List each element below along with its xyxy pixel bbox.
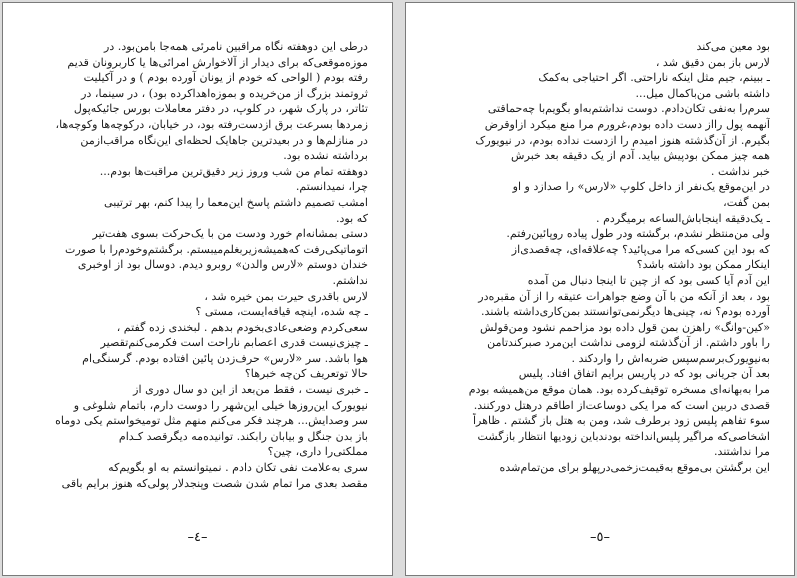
text-line: همه چیز ممکن بودپیش بیاید. آدم از یک دقیقه بعد خبرش <box>511 149 770 163</box>
text-line: تئاتر، در پارک شهر، در کلوپ، در دفتر معاملات بورس جائیکه‌پول <box>73 102 368 116</box>
text-line: که بود. <box>335 211 368 225</box>
text-line: لارس باز بمن دقیق شد ، <box>655 55 770 69</box>
text-line: برداشته نشده بود. <box>283 149 368 163</box>
text-line: در منازلم‌ها و در بعیدترین جاهایک لحظه‌ای این‌نگاه مراقب‌ازمن <box>80 133 368 147</box>
text-line: نداشتم. <box>332 273 368 287</box>
text-line: سوء تفاهم پلیس زود برطرف شد، ومن به هتل باز گشتم . ظاهراً <box>472 414 770 428</box>
text-line: بمن گفت، <box>723 195 770 209</box>
text-line: که بود این کسی‌که مرا می‌پائید؟ چه‌علاقه‌ای، چه‌قصدی‌از <box>511 242 770 256</box>
text-line: چرا، نمیدانستم. <box>295 180 368 194</box>
text-line: باز بدن جنگل و بیابان رابکند. توانیده‌مه دیگرقصد کـدام <box>118 429 368 443</box>
text-line: قصدی دربین است که مرا یکی دوساعت‌از اطاقم درهتل دور‌کنند. <box>473 398 770 412</box>
text-line: ـ چیزی‌نیست قدری اعصابم ناراحت است فکرمی‌کنم‌تقصیر <box>100 336 368 350</box>
text-line: سری به‌علامت نفی تکان دادم . نمیتوانستم به او بگویم‌که <box>108 461 368 475</box>
text-line: آنهمه پول رااز دست داده بودم،غرورم مرا منع میکرد ازاوقرض <box>484 117 770 131</box>
text-line: موزه‌موقعی‌که برای دیدار از آلاخوارش امرائی‌ها یا کاربرونان قدیم <box>67 55 368 69</box>
text-line: سر وصدایش... هرچند فکر می‌کنم منهم مثل تو‌میخواستم یکی دوماه <box>55 414 368 428</box>
text-line: ولی من‌منتظر نشدم، برگشته ودر طول پیاده روپائین‌رفتم. <box>506 227 770 241</box>
text-line: بعد آن جریانی بود که در پاریس برایم اتفاق افتاد. پلیس <box>518 367 770 381</box>
text-line: خندان دوستم «لارس والدن» روبرو دیدم. دوسال بود از اوخبری <box>77 258 368 272</box>
text-line: مرا نداشتند. <box>713 445 770 459</box>
text-line: در این‌موقع یک‌نفر از داخل کلوپ «لارس» را صدازد و او <box>512 180 770 194</box>
right-page <box>405 2 795 576</box>
text-line: به‌نیویورک‌برسم‌سپس ضربه‌اش را واردکند . <box>571 351 770 365</box>
text-line: هوا باشد. سر «لارس» حرف‌زدن پائین افتاده بودم. گرسنگی‌ام <box>82 351 368 365</box>
text-line: امشب تصمیم داشتم پاسخ این‌معما را پیدا کنم، بهر ترتیبی <box>103 195 368 209</box>
text-line: زمردها بسرعت برق ازدست‌رفته بود، در خیابان، درکوچه‌ها وکوچه‌ها، <box>55 117 368 131</box>
text-line: این برگشتن بی‌موقع به‌قیمت‌زخمی‌درپهلو برای من‌تمام‌شده <box>499 461 770 475</box>
text-line: مقصد بعدی مرا تمام شدن شصت وپنجدلار پولی‌که هنوز برایم باقی <box>61 476 368 490</box>
text-line: ثروتمند بزرگ از من‌خریده و بموزه‌اهداکرده بود) ، در سینما، در <box>81 86 368 100</box>
text-line: ـ چه شده، اینچه قیافه‌ایست، مستی ؟ <box>195 305 368 319</box>
right-page-number: –٥– <box>590 530 610 545</box>
text-line: اتوماتیکی‌رفت که‌همیشه‌زیربغلم‌میبستم. برگشتم‌وخودم‌را با صورت <box>65 242 368 256</box>
right-page-text <box>432 39 770 476</box>
text-line: دوهفته تمام من شب وروز زیر دقیق‌ترین مراقبت‌ها بودم... <box>99 164 368 178</box>
text-line: آورده بودم؟ نه، چینی‌ها دیگرنمی‌توانستند بمن‌کاری‌داشته باشند. <box>480 305 770 319</box>
left-page-number: –٤– <box>187 530 208 545</box>
text-line: مملکتی‌را داری، چین؟ <box>267 445 368 459</box>
text-line: «کین-وانگ» راهزن بمن قول داده بود مزاحمم نشود ومن‌قولش <box>480 320 770 334</box>
text-line: بگیرم. از آن‌گذشته هنوز امیدم را ازدست نداده بودم، در نیویورک <box>475 133 770 147</box>
text-line: رفته بودم ( الواحی که خودم از یونان آورده بودم ) و در آکیلیت <box>83 71 368 85</box>
text-line: درطی این دوهفته نگاه مراقبین نامرئی همه‌جا بامن‌بود. در <box>103 40 368 53</box>
text-line: ـ خبری نیست ، فقط من‌بعد از این دو سال دوری از <box>133 383 368 397</box>
text-line: اینکار ممکن بود داشته باشد؟ <box>636 258 770 272</box>
text-line: بود ، بعد از آنکه من با آن وضع جواهرات عتیقه را از آن مقبره‌در <box>478 289 770 303</box>
text-line: اشخاصی‌که مراگیر پلیس‌انداخته بودند‌باین زودیها انتظار بازگشت <box>477 429 770 443</box>
text-line: خبر نداشت . <box>710 164 770 178</box>
text-line: لارس باقدری حیرت بمن خیره شد ، <box>204 289 368 303</box>
left-page <box>2 2 393 576</box>
text-line: این آدم آیا کسی بود که از چین تا اینجا دنبال من آمده <box>527 273 770 287</box>
text-line: ـ ببینم، جیم مثل اینکه ناراحتی. اگر احتیاجی به‌کمک <box>538 71 770 85</box>
text-line: سعی‌کردم وضعی‌عادی‌بخودم بدهم . لبخندی زده گفتم ، <box>116 320 368 334</box>
text-line: را باور داشتم. از آن‌گذشته لزومی نداشت این‌مرد صبرکند‌تامن <box>487 336 770 350</box>
text-line: مرا به‌بهانه‌ای مسخره توقیف‌کرده بود. همان موقع من‌همیشه بودم <box>468 383 770 397</box>
left-page-text <box>29 39 368 491</box>
text-line: سرم‌را به‌نفی تکان‌دادم. دوست نداشتم‌به‌او بگویم‌با چه‌حماقتی <box>487 102 770 116</box>
text-line: دستی بمشانه‌ام خورد ودست من با یک‌حرکت بسوی هفت‌تیر <box>92 227 368 241</box>
text-line: نیویورک این‌روزها خیلی این‌شهر را دوست دارم، باتمام شلوغی و <box>73 398 368 412</box>
text-line: حالا توتعریف کن‌چه خبرها؟ <box>244 367 368 381</box>
text-line: بود معین می‌کند <box>696 40 770 53</box>
text-line: داشته باشی من‌باکمال میل... <box>635 86 770 100</box>
text-line: ـ یک‌دقیقه اینجاباش‌الساعه برمیگردم . <box>596 211 770 225</box>
